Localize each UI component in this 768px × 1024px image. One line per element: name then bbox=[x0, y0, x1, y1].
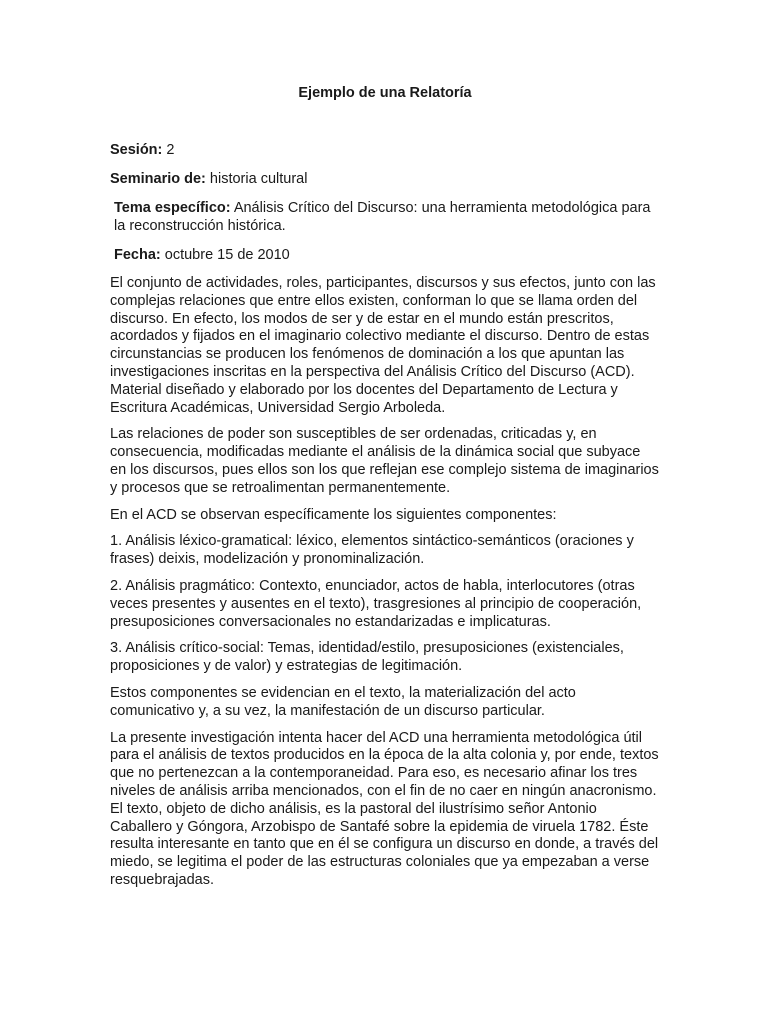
paragraph-evidencia: Estos componentes se evidencian en el texto, la materialización del acto comunicativo y, a su vez, la manifestación de un discurso particular. bbox=[110, 684, 576, 719]
paragraph-componentes-intro: En el ACD se observan específicamente los siguientes componentes: bbox=[110, 506, 557, 523]
field-sesion-value: 2 bbox=[162, 142, 175, 158]
field-tema-value: Análisis Crítico del Discurso: una herramienta metodológica para la reconstrucción histórica. bbox=[114, 200, 651, 234]
field-sesion bbox=[110, 141, 660, 159]
field-fecha bbox=[110, 246, 660, 264]
paragraph-componente-3: 3. Análisis crítico-social: Temas, identidad/estilo, presuposiciones (existenciales, proposiciones y de valor) y estrategias de legitimación. bbox=[110, 640, 624, 675]
paragraph-componente-2: 2. Análisis pragmático: Contexto, enunciador, actos de habla, interlocutores (otras veces presentes y ausentes en el texto), trasgresiones al principio de cooperación, presuposiciones conversacionales no estandarizadas e implicaturas. bbox=[110, 577, 642, 630]
field-seminario-value: historia cultural bbox=[205, 171, 308, 187]
field-seminario-label: Seminario de: bbox=[110, 171, 206, 187]
field-seminario bbox=[110, 170, 660, 188]
field-fecha-label: Fecha: bbox=[114, 247, 161, 263]
paragraph-investigacion: La presente investigación intenta hacer del ACD una herramienta metodológica útil para el análisis de textos producidos en la época de la alta colonia y, por ende, textos que no pertenezcan a la contemporaneidad. Para eso, es necesario afinar los tres niveles de análisis arriba mencionados, con el fin de no caer en ningún anacronismo. El texto, objeto de dicho análisis, es la pastoral del ilustrísimo señor Antonio Caballero y Góngora, Arzobispo de Santafé sobre la epidemia de viruela 1782. Éste resulta interesante en tanto que en él se configura un discurso en donde, a través del miedo, se legitima el poder de las estructuras coloniales que ya empezaban a verse resquebrajadas. bbox=[110, 729, 659, 888]
field-sesion-label: Sesión: bbox=[110, 142, 163, 158]
paragraph-orden-discurso: El conjunto de actividades, roles, participantes, discursos y sus efectos, junto con las complejas relaciones que entre ellos existen, conforman lo que se llama orden del discurso. En efecto, los modos de ser y de estar en el mundo están prescritos, acordados y fijados en el imaginario colectivo mediante el discurso. Dentro de estas circunstancias se producen los fenómenos de dominación a los que apuntan las investigaciones inscritas en la perspectiva del Análisis Crítico del Discurso (ACD). Material diseñado y elaborado por los docentes del Departamento de Lectura y Escritura Académicas, Universidad Sergio Arboleda. bbox=[110, 275, 656, 416]
paragraph-componente-1: 1. Análisis léxico-gramatical: léxico, elementos sintáctico-semánticos (oraciones y frases) deixis, modelización y pronominalización. bbox=[110, 533, 634, 568]
paragraph-relaciones-poder: Las relaciones de poder son susceptibles de ser ordenadas, criticadas y, en consecuencia, modificadas mediante el análisis de la dinámica social que subyace en los discursos, pues ellos son los que reflejan ese complejo sistema de imaginarios y procesos que se retroalimentan permanentemente. bbox=[110, 426, 659, 496]
field-fecha-value: octubre 15 de 2010 bbox=[160, 247, 290, 263]
field-tema-label: Tema específico: bbox=[114, 200, 231, 216]
document-title: Ejemplo de una Relatoría bbox=[298, 85, 472, 101]
field-tema bbox=[110, 199, 660, 235]
